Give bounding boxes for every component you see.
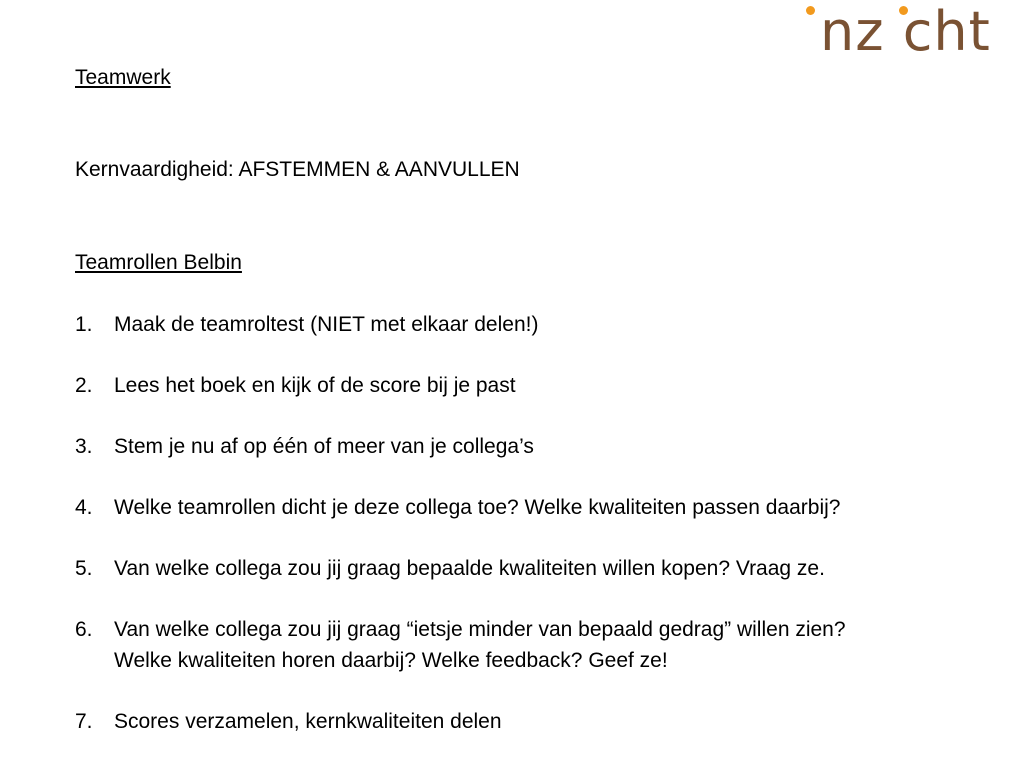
- steps-list: [75, 309, 975, 767]
- step-text: Lees het boek en kijk of de score bij je past: [114, 374, 516, 397]
- step-number: 2.: [75, 374, 93, 397]
- step-number: 3.: [75, 435, 93, 458]
- step-text: Welke teamrollen dicht je deze collega toe? Welke kwaliteiten passen daarbij?: [114, 496, 841, 519]
- step-number: 6.: [75, 618, 93, 641]
- step-text: Van welke collega zou jij graag bepaalde kwaliteiten willen kopen? Vraag ze.: [114, 557, 825, 580]
- step-number: 5.: [75, 557, 93, 580]
- list-item: [75, 614, 975, 676]
- list-item: [75, 553, 975, 584]
- list-item: [75, 431, 975, 462]
- nzicht-logo: [806, 2, 1016, 62]
- step-text: Maak de teamroltest (NIET met elkaar delen!): [114, 313, 539, 336]
- logo-dot-icon: [806, 6, 815, 15]
- step-number: 7.: [75, 710, 93, 733]
- page-title: Teamwerk: [75, 66, 171, 89]
- section-subtitle: Teamrollen Belbin: [75, 251, 242, 274]
- step-number: 4.: [75, 496, 93, 519]
- step-text: Stem je nu af op één of meer van je collega’s: [114, 435, 534, 458]
- step-number: 1.: [75, 313, 93, 336]
- step-text: Van welke collega zou jij graag “ietsje minder van bepaald gedrag” willen zien?: [114, 618, 846, 641]
- list-item: [75, 706, 975, 737]
- step-text: Welke kwaliteiten horen daarbij? Welke feedback? Geef ze!: [114, 649, 668, 672]
- logo-text: nz cht: [820, 0, 991, 63]
- list-item: [75, 492, 975, 523]
- step-text: Scores verzamelen, kernkwaliteiten delen: [114, 710, 502, 733]
- list-item: [75, 370, 975, 401]
- list-item: [75, 309, 975, 340]
- skill-line: Kernvaardigheid: AFSTEMMEN & AANVULLEN: [75, 158, 520, 181]
